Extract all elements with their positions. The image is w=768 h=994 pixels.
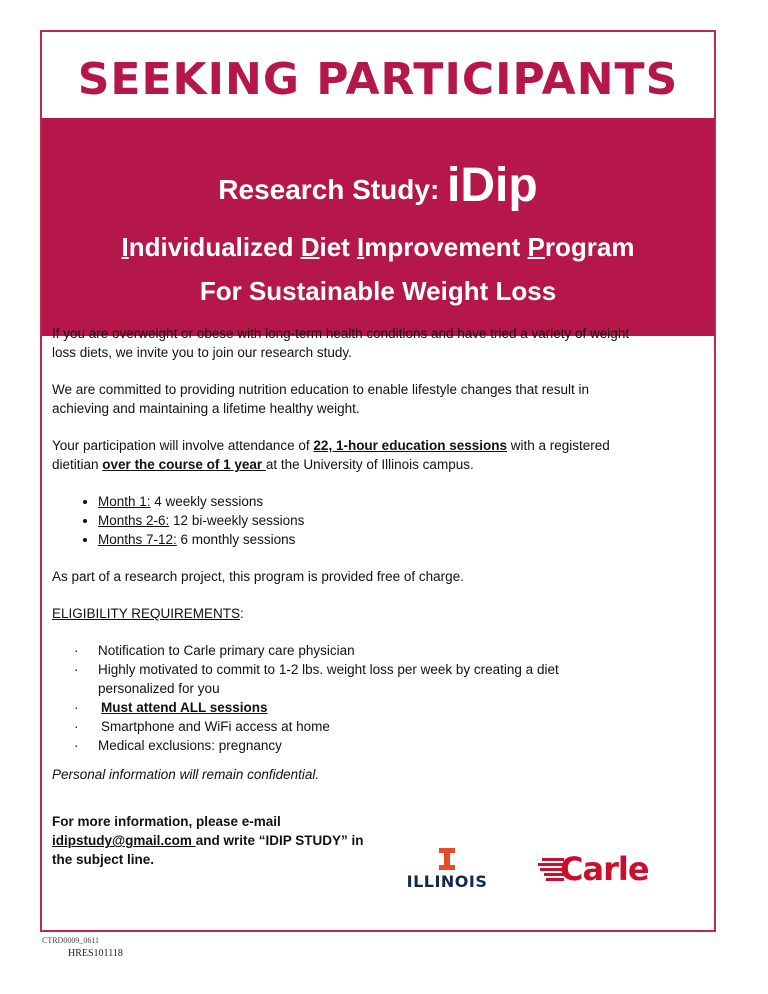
program-initial-i2: I <box>357 232 365 262</box>
participation-post: at the University of Illinois campus. <box>265 457 474 472</box>
eligibility-colon: : <box>240 606 244 621</box>
confidential-note: Personal information will remain confidential. <box>52 767 320 782</box>
document-code: HRES101118 <box>68 948 123 959</box>
flyer-body <box>52 324 632 802</box>
study-prefix: Research Study: <box>218 174 448 205</box>
study-name: iDip <box>447 159 538 212</box>
schedule-detail: 6 monthly sessions <box>176 532 296 547</box>
page-title: SEEKING PARTICIPANTS <box>77 54 679 105</box>
participation-duration: over the course of 1 year <box>102 457 266 472</box>
schedule-detail: 4 weekly sessions <box>150 494 264 509</box>
carle-wordmark: Carle <box>560 850 649 888</box>
intro-paragraph: If you are overweight or obese with long-term health conditions and have tried a variety of weight loss diets, we invite you to join our research study. <box>52 326 630 360</box>
program-word-diet: iet <box>319 232 358 262</box>
schedule-period: Month 1: <box>98 494 151 509</box>
participation-mid: with a registered dietitian <box>52 438 610 472</box>
eligibility-title: ELIGIBILITY REQUIREMENTS <box>52 606 241 621</box>
program-initial-d: D <box>300 232 320 262</box>
participation-pre: Your participation will involve attendance of <box>52 438 314 453</box>
commitment-paragraph: We are committed to providing nutrition education to enable lifestyle changes that result in achieving and maintaining a lifetime healthy weight. <box>52 382 590 416</box>
list-item: · Highly motivated to commit to 1-2 lbs. weight loss per week by creating a diet personalized for you <box>52 660 632 698</box>
free-note: As part of a research project, this program is provided free of charge. <box>52 569 464 584</box>
form-code: CTRD0009_0611 <box>42 936 100 945</box>
schedule-period: Months 2-6: <box>98 513 170 528</box>
program-initial-p: P <box>527 232 545 262</box>
illinois-logo <box>392 848 502 891</box>
banner-subtitle: For Sustainable Weight Loss <box>199 276 557 306</box>
program-name <box>42 231 714 263</box>
list-item <box>52 698 632 717</box>
schedule-period: Months 7-12: <box>98 532 177 547</box>
block-i-icon <box>439 848 455 870</box>
illinois-wordmark: ILLINOIS <box>406 872 488 891</box>
eligibility-heading <box>52 604 632 623</box>
schedule-detail: 12 bi-weekly sessions <box>169 513 305 528</box>
participation-paragraph <box>52 436 632 474</box>
carle-logo <box>538 852 658 888</box>
program-initial-i: I <box>121 232 129 262</box>
contact-info <box>52 812 382 869</box>
study-title <box>42 159 714 212</box>
list-item: · Smartphone and WiFi access at home <box>52 717 632 736</box>
list-item <box>98 530 632 549</box>
sessions-count: 22, 1-hour education sessions <box>313 438 507 453</box>
contact-line2: and write “IDIP STUDY” in the subject line. <box>52 833 364 867</box>
program-word-program: rogram <box>544 232 635 262</box>
program-word-individualized: ndividualized <box>128 232 301 262</box>
contact-line1: For more information, please e-mail <box>52 814 281 829</box>
schedule-list <box>52 492 632 549</box>
email-link[interactable]: idipstudy@gmail.com <box>52 833 196 848</box>
list-item: · Medical exclusions: pregnancy <box>52 736 632 755</box>
program-word-improvement: mprovement <box>364 232 528 262</box>
list-item <box>98 492 632 511</box>
must-attend-text: Must attend ALL sessions <box>101 700 268 715</box>
list-item: · Notification to Carle primary care physician <box>52 641 632 660</box>
eligibility-list <box>52 641 632 755</box>
study-banner <box>42 118 714 336</box>
list-item <box>98 511 632 530</box>
